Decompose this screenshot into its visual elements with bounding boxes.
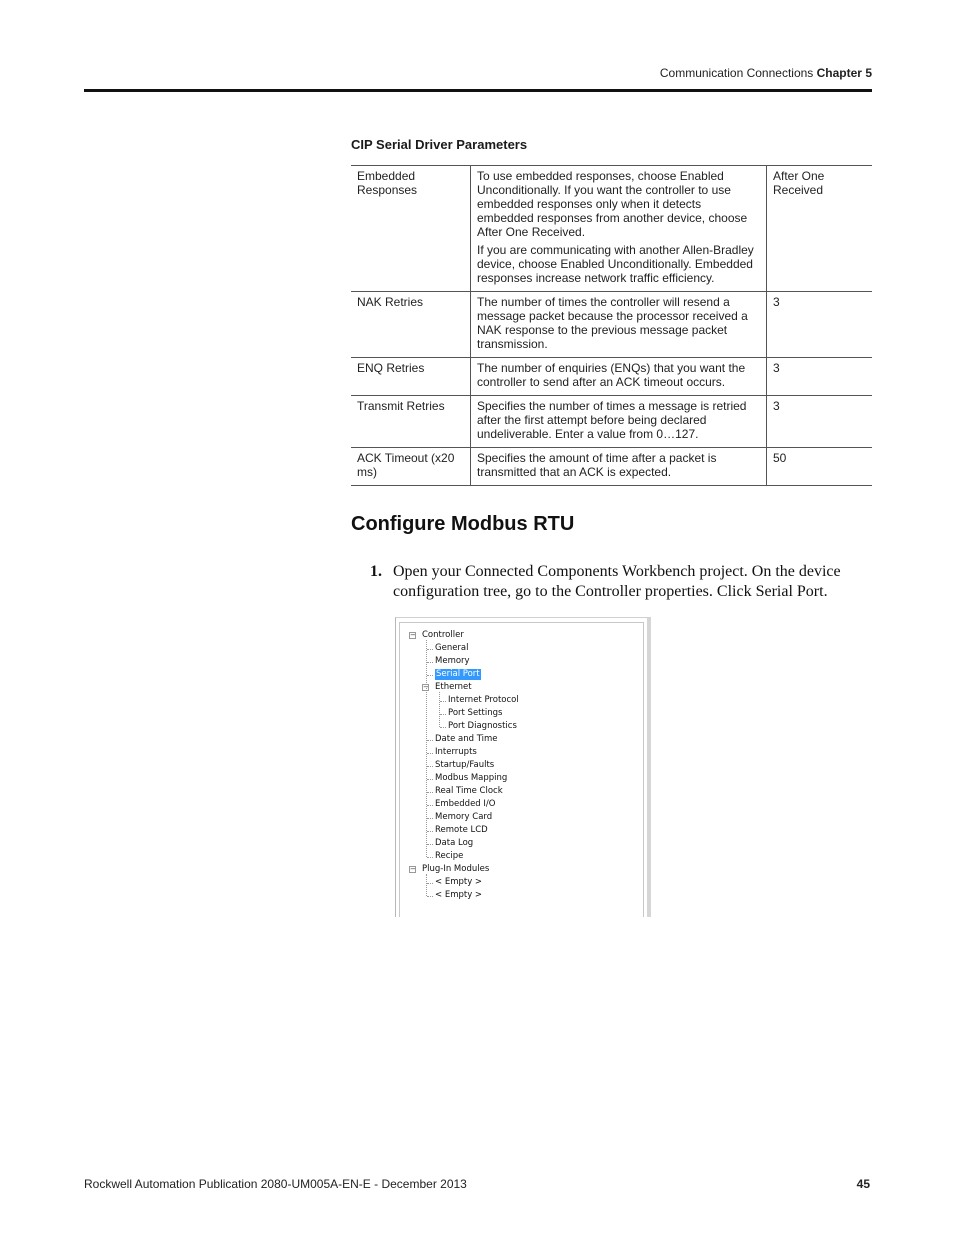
table-row (351, 292, 872, 358)
table-row (351, 166, 872, 292)
tree-node[interactable]: Memory Card (435, 812, 493, 822)
tree-connector (427, 883, 433, 884)
tree-connector (427, 805, 433, 806)
parameter-description (471, 292, 767, 358)
tree-connector (440, 714, 446, 715)
tree-node[interactable]: Modbus Mapping (435, 773, 508, 783)
tree-connector (440, 727, 446, 728)
description-paragraph: Specifies the number of times a message is retried after the first attempt before being declared undeliverable. Enter a value from 0…127. (477, 399, 747, 441)
tree-connector (427, 740, 433, 741)
tree-node[interactable]: Plug-In Modules (422, 864, 490, 874)
tree-connector (427, 753, 433, 754)
tree-node[interactable]: Date and Time (435, 734, 498, 744)
collapse-toggle-icon[interactable]: − (410, 631, 416, 639)
parameter-value: 3 (767, 358, 873, 396)
tree-connector (427, 766, 433, 767)
table-row (351, 396, 872, 448)
parameter-value: 3 (767, 396, 873, 448)
tree-node[interactable]: Embedded I/O (435, 799, 496, 809)
tree-node[interactable]: Data Log (435, 838, 474, 848)
step-text: Open your Connected Components Workbench project. On the device configuration tree, go to the Controller properties. Click Serial Port. (393, 563, 841, 600)
parameter-description (471, 166, 767, 292)
description-paragraph: The number of times the controller will resend a message packet because the processor received a NAK response to the previous message packet transmission. (477, 295, 748, 351)
tree-connector (427, 857, 433, 858)
parameters-table (351, 165, 872, 486)
device-configuration-tree (399, 622, 644, 917)
description-paragraph: If you are communicating with another Allen-Bradley device, choose Enabled Unconditionally. Embedded responses increase network traffic efficiency. (477, 243, 754, 285)
tree-connector (427, 844, 433, 845)
tree-connector (427, 831, 433, 832)
tree-node[interactable]: Internet Protocol (448, 695, 519, 705)
collapse-toggle-icon[interactable]: − (410, 865, 416, 873)
tree-connector (427, 649, 433, 650)
tree-connector (427, 779, 433, 780)
parameter-name: ACK Timeout (x20 ms) (351, 448, 471, 486)
tree-connector (440, 701, 446, 702)
tree-node[interactable]: General (435, 643, 469, 653)
tree-connector (427, 896, 433, 897)
device-configuration-tree-panel (395, 617, 651, 917)
table-row (351, 448, 872, 486)
parameter-name: Transmit Retries (351, 396, 471, 448)
tree-node[interactable]: Recipe (435, 851, 464, 861)
parameters-table-body (351, 166, 872, 486)
tree-node[interactable]: Controller (422, 630, 464, 640)
running-header (660, 66, 872, 80)
tree-node[interactable]: Ethernet (435, 682, 472, 692)
collapse-toggle-icon[interactable]: − (423, 683, 429, 691)
tree-node-selected[interactable]: Serial Port (436, 669, 480, 679)
parameter-name: ENQ Retries (351, 358, 471, 396)
section-heading: Configure Modbus RTU (351, 513, 575, 535)
description-paragraph: To use embedded responses, choose Enabled Unconditionally. If you want the controller to use embedded responses only when it detects embedded responses from another device, choose After One Received. (477, 169, 748, 239)
tree-node[interactable]: Startup/Faults (435, 760, 495, 770)
parameter-name: NAK Retries (351, 292, 471, 358)
footer-publication: Rockwell Automation Publication 2080-UM005A-EN-E - December 2013 (84, 1177, 467, 1191)
tree-connector (427, 662, 433, 663)
header-rule (84, 89, 872, 92)
tree-node[interactable]: Remote LCD (435, 825, 488, 835)
tree-connector (439, 692, 440, 727)
parameter-description (471, 448, 767, 486)
tree-node[interactable]: < Empty > (435, 877, 483, 887)
table-row (351, 358, 872, 396)
parameter-description (471, 396, 767, 448)
description-paragraph: The number of enquiries (ENQs) that you want the controller to send after an ACK timeout occurs. (477, 361, 746, 389)
tree-node[interactable]: < Empty > (435, 890, 483, 900)
header-chapter: Chapter 5 (816, 66, 872, 80)
tree-connector (427, 792, 433, 793)
tree-node[interactable]: Real Time Clock (435, 786, 503, 796)
tree-connector (426, 640, 427, 857)
tree-node[interactable]: Port Settings (448, 708, 503, 718)
header-section: Communication Connections (659, 66, 814, 80)
page-number: 45 (856, 1177, 870, 1191)
parameter-value: 3 (767, 292, 873, 358)
tree-node[interactable]: Port Diagnostics (448, 721, 517, 731)
parameter-value: 50 (767, 448, 873, 486)
tree-node[interactable]: Memory (435, 656, 470, 666)
tree-connector (426, 874, 427, 896)
tree-connector (427, 675, 433, 676)
step-number: 1. (370, 563, 382, 580)
tree-node[interactable]: Interrupts (435, 747, 477, 757)
parameter-description (471, 358, 767, 396)
table-caption: CIP Serial Driver Parameters (351, 137, 528, 152)
description-paragraph: Specifies the amount of time after a packet is transmitted that an ACK is expected. (477, 451, 717, 479)
parameter-name: Embedded Responses (351, 166, 471, 292)
tree-connector (427, 818, 433, 819)
step-1 (370, 562, 870, 602)
parameter-value: After One Received (767, 166, 873, 292)
